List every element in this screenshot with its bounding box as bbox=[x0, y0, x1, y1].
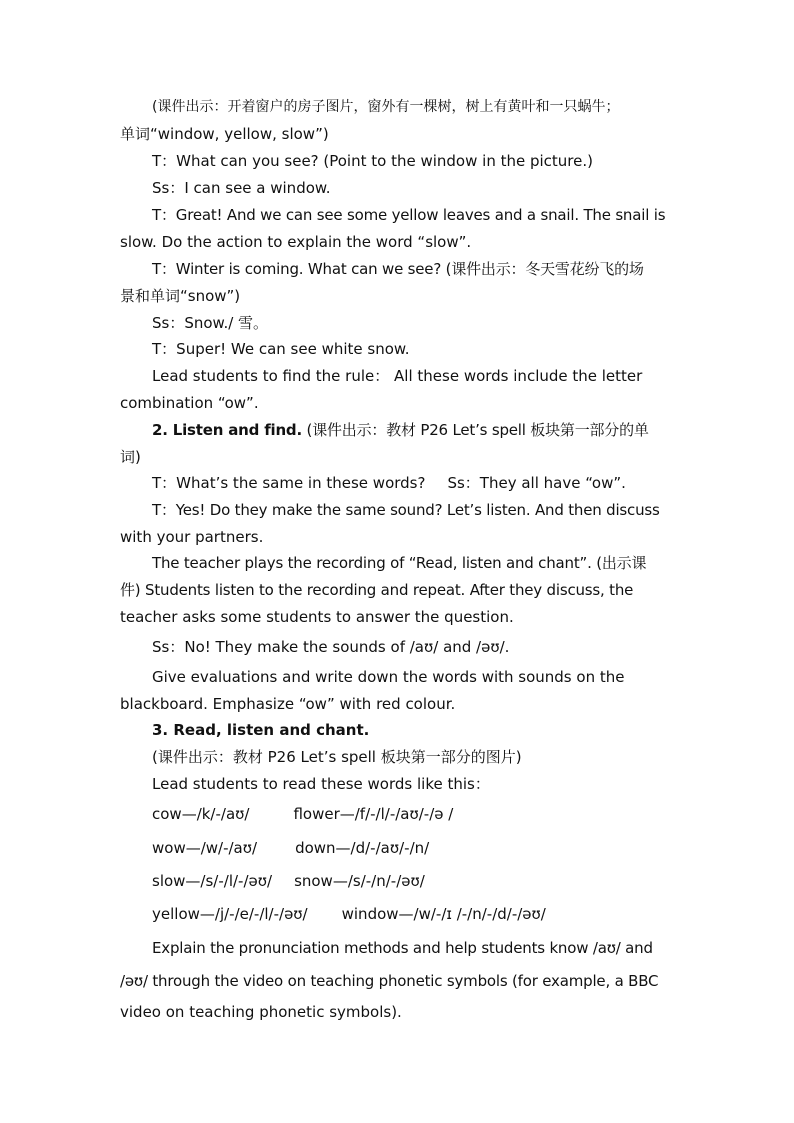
dialogue-students-3 bbox=[152, 634, 676, 661]
dialogue-teacher-5-line1 bbox=[152, 497, 676, 524]
speaker-label: Ss： bbox=[447, 474, 480, 492]
phonics-row bbox=[152, 835, 676, 862]
speaker-label: Ss： bbox=[152, 314, 185, 332]
phonics-word-right: window—/w/-/ɪ /-/n/-/d/-/əʊ/ bbox=[341, 905, 546, 923]
paragraph-evaluation-line1: Give evaluations and write down the words with sounds on the bbox=[152, 668, 625, 686]
paragraph-explain-line2: /əʊ/ through the video on teaching phonetic symbols (for example, a BBC bbox=[120, 972, 659, 990]
paragraph-recording-line3: teacher asks some students to answer the question. bbox=[120, 608, 514, 626]
dialogue-students-1 bbox=[152, 175, 676, 202]
phonics-word-right: down—/d/-/aʊ/-/n/ bbox=[295, 839, 430, 857]
dialogue-text: Yes! Do they make the same sound? Let’s listen. And then discuss bbox=[175, 501, 660, 519]
paragraph-courseware-1-line1: (课件出示：开着窗户的房子图片，窗外有一棵树，树上有黄叶和一只蜗牛； bbox=[152, 99, 620, 115]
section-3-heading: 3. Read, listen and chant. bbox=[152, 721, 370, 739]
section-heading: 2. Listen and find. bbox=[152, 421, 302, 439]
dialogue-text: Winter is coming. What can we see? (课件出示：冬天雪花纷飞的场 bbox=[175, 260, 644, 278]
section-note: (课件出示：教材 P26 Let’s spell 板块第一部分的单 bbox=[301, 421, 649, 439]
paragraph-recording-line1: The teacher plays the recording of “Read, listen and chant”. (出示课 bbox=[152, 554, 647, 572]
dialogue-text: What’s the same in these words? bbox=[176, 474, 426, 492]
phonics-word-left: slow—/s/-/l/-/əʊ/ bbox=[152, 872, 273, 890]
dialogue-teacher-2-line1 bbox=[152, 202, 676, 229]
speaker-label: T： bbox=[152, 152, 177, 170]
phonics-word-right: flower—/f/-/l/-/aʊ/-/ə / bbox=[293, 805, 454, 823]
dialogue-text: I can see a window. bbox=[184, 179, 331, 197]
dialogue-teacher-2-line2: slow. Do the action to explain the word “slow”. bbox=[120, 233, 472, 251]
courseware-note-3: (课件出示：教材 P26 Let’s spell 板块第一部分的图片) bbox=[152, 748, 522, 766]
speaker-label: T： bbox=[152, 260, 176, 278]
dialogue-text: Super! We can see white snow. bbox=[176, 340, 410, 358]
dialogue-text: What can you see? (Point to the window in the picture.) bbox=[176, 152, 593, 170]
phonics-row bbox=[152, 801, 676, 828]
phonics-word-left: wow—/w/-/aʊ/ bbox=[152, 839, 258, 857]
paragraph-courseware-1-line2: 单词“window, yellow, slow”) bbox=[120, 125, 329, 143]
dialogue-teacher-3-line2: 景和单词“snow”) bbox=[120, 287, 241, 305]
speaker-label: T： bbox=[152, 206, 176, 224]
dialogue-students-2 bbox=[152, 310, 676, 337]
dialogue-text: They all have “ow”. bbox=[479, 474, 626, 492]
dialogue-teacher-5-line2: with your partners. bbox=[120, 528, 264, 546]
paragraph-explain-line1: Explain the pronunciation methods and help students know /aʊ/ and bbox=[152, 939, 653, 957]
section-2-heading-line1 bbox=[152, 417, 676, 444]
section-2-heading-line2: 词) bbox=[120, 448, 141, 466]
dialogue-text: No! They make the sounds of /aʊ/ and /əʊ/. bbox=[184, 638, 510, 656]
paragraph-explain-line3: video on teaching phonetic symbols). bbox=[120, 1003, 402, 1021]
dialogue-text: Great! And we can see some yellow leaves and a snail. The snail is bbox=[175, 206, 666, 224]
paragraph-recording-line2: 件) Students listen to the recording and repeat. After they discuss, the bbox=[120, 581, 634, 599]
dialogue-text: Snow./ 雪。 bbox=[184, 314, 269, 332]
phonics-row bbox=[152, 901, 676, 928]
speaker-label: T： bbox=[152, 501, 176, 519]
phonics-row bbox=[152, 868, 676, 895]
paragraph-evaluation-line2: blackboard. Emphasize “ow” with red colour. bbox=[120, 695, 456, 713]
instruction-rule-line2: combination “ow”. bbox=[120, 394, 259, 412]
speaker-label: Ss： bbox=[152, 179, 185, 197]
dialogue-teacher-1 bbox=[152, 148, 676, 175]
speaker-label: T： bbox=[152, 340, 177, 358]
dialogue-teacher-4 bbox=[152, 336, 676, 363]
instruction-rule-line1: Lead students to find the rule： All these words include the letter bbox=[152, 367, 643, 385]
speaker-label: T： bbox=[152, 474, 177, 492]
speaker-label: Ss： bbox=[152, 638, 185, 656]
phonics-word-left: yellow—/j/-/e/-/l/-/əʊ/ bbox=[152, 905, 308, 923]
dialogue-teacher-3-line1 bbox=[152, 256, 676, 283]
instruction-read-words: Lead students to read these words like this： bbox=[152, 775, 490, 793]
phonics-word-right: snow—/s/-/n/-/əʊ/ bbox=[294, 872, 425, 890]
phonics-word-left: cow—/k/-/aʊ/ bbox=[152, 805, 250, 823]
dialogue-exchange-same bbox=[152, 470, 676, 497]
